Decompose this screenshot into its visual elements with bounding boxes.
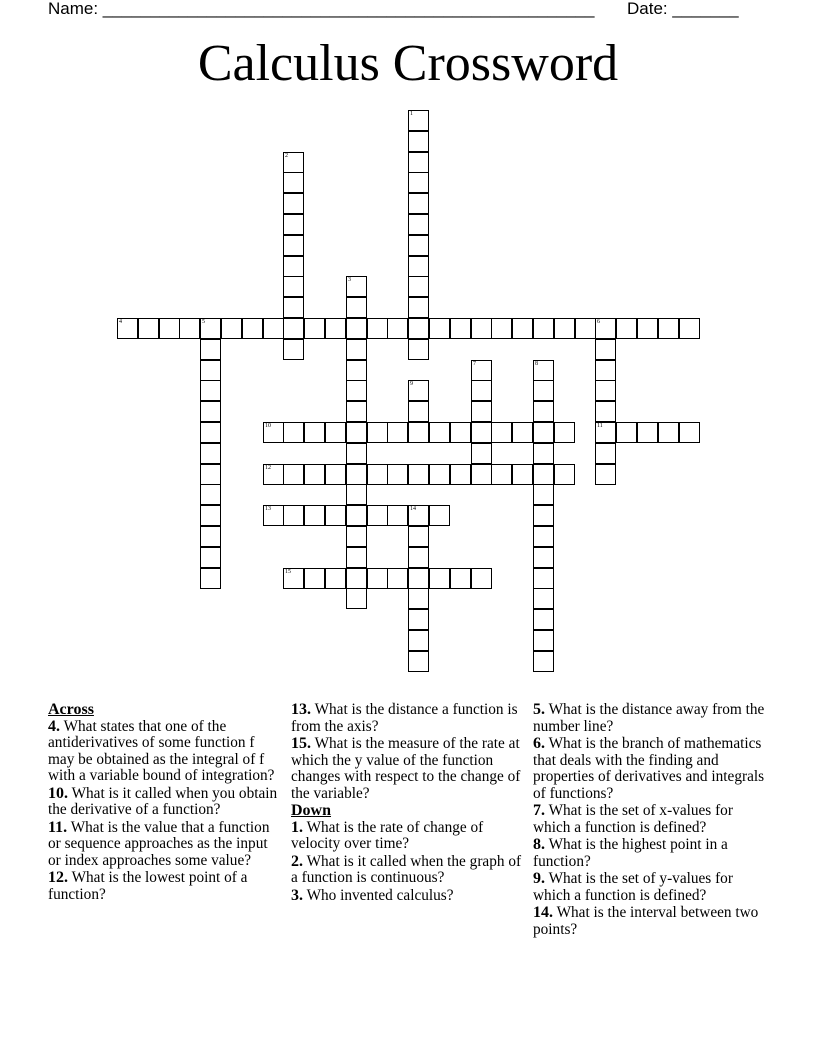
- grid-cell[interactable]: [408, 131, 429, 152]
- grid-cell[interactable]: [512, 464, 533, 485]
- grid-cell[interactable]: [408, 630, 429, 651]
- grid-cell[interactable]: [471, 360, 492, 381]
- grid-cell[interactable]: [429, 422, 450, 443]
- grid-cell[interactable]: [283, 464, 304, 485]
- grid-cell[interactable]: [471, 422, 492, 443]
- grid-cell[interactable]: [346, 443, 367, 464]
- clue-down-2: [291, 854, 523, 887]
- grid-cell[interactable]: [200, 318, 221, 339]
- grid-cell[interactable]: [325, 318, 346, 339]
- grid-cell[interactable]: [554, 464, 575, 485]
- grid-cell[interactable]: [304, 568, 325, 589]
- grid-cell[interactable]: [263, 318, 284, 339]
- grid-cell[interactable]: [346, 380, 367, 401]
- grid-cell[interactable]: [346, 464, 367, 485]
- grid-cell[interactable]: [367, 568, 388, 589]
- cell-number: 6: [597, 319, 600, 325]
- grid-cell[interactable]: [616, 318, 637, 339]
- grid-cell[interactable]: [471, 568, 492, 589]
- grid-cell[interactable]: [450, 422, 471, 443]
- grid-cell[interactable]: [429, 568, 450, 589]
- grid-cell[interactable]: [512, 318, 533, 339]
- grid-cell[interactable]: [616, 422, 637, 443]
- grid-cell[interactable]: [367, 505, 388, 526]
- grid-cell[interactable]: [554, 422, 575, 443]
- grid-cell[interactable]: [408, 380, 429, 401]
- grid-cell[interactable]: [117, 318, 138, 339]
- grid-cell[interactable]: [283, 339, 304, 360]
- page-title: Calculus Crossword: [197, 35, 619, 92]
- clue-text: What is it called when the graph of a function is continuous?: [291, 852, 522, 886]
- grid-cell[interactable]: [367, 318, 388, 339]
- grid-cell[interactable]: [533, 360, 554, 381]
- clue-down-14: [533, 905, 773, 938]
- grid-cell[interactable]: [533, 568, 554, 589]
- grid-cell[interactable]: [408, 214, 429, 235]
- grid-cell[interactable]: [679, 318, 700, 339]
- grid-cell[interactable]: [200, 484, 221, 505]
- grid-cell[interactable]: [367, 464, 388, 485]
- clue-number: 8.: [533, 836, 545, 853]
- grid-cell[interactable]: [200, 464, 221, 485]
- across-heading: Across: [48, 701, 94, 718]
- clue-number: 7.: [533, 802, 545, 819]
- grid-cell[interactable]: [346, 276, 367, 297]
- grid-cell[interactable]: [533, 547, 554, 568]
- grid-cell[interactable]: [471, 443, 492, 464]
- grid-cell[interactable]: [533, 464, 554, 485]
- cell-number: 9: [410, 381, 413, 387]
- grid-cell[interactable]: [200, 360, 221, 381]
- grid-cell[interactable]: [263, 505, 284, 526]
- grid-cell[interactable]: [263, 422, 284, 443]
- grid-cell[interactable]: [408, 193, 429, 214]
- clue-number: 10.: [48, 784, 68, 802]
- clues-column-2: [291, 702, 523, 905]
- grid-cell[interactable]: [595, 380, 616, 401]
- cell-number: 12: [265, 465, 271, 471]
- cell-number: 11: [597, 423, 603, 429]
- grid-cell[interactable]: [200, 443, 221, 464]
- grid-cell[interactable]: [408, 422, 429, 443]
- grid-cell[interactable]: [325, 422, 346, 443]
- clue-text: What is the set of x-values for which a function is defined?: [533, 802, 733, 836]
- grid-cell[interactable]: [408, 256, 429, 277]
- grid-cell[interactable]: [346, 588, 367, 609]
- grid-cell[interactable]: [408, 276, 429, 297]
- grid-cell[interactable]: [283, 193, 304, 214]
- grid-cell[interactable]: [200, 380, 221, 401]
- grid-cell[interactable]: [283, 214, 304, 235]
- grid-cell[interactable]: [304, 464, 325, 485]
- grid-cell[interactable]: [533, 526, 554, 547]
- grid-cell[interactable]: [346, 339, 367, 360]
- clue-text: What is the distance a function is from the axis?: [291, 701, 518, 735]
- down-heading: Down: [291, 802, 332, 819]
- clue-across-15: [291, 736, 523, 802]
- grid-cell[interactable]: [595, 401, 616, 422]
- grid-cell[interactable]: [367, 422, 388, 443]
- clue-text: What is the measure of the rate at which the y value of the function changes with respect to the change of the variable?: [291, 735, 521, 802]
- clue-number: 2.: [291, 852, 303, 870]
- clue-number: 14.: [533, 904, 553, 921]
- grid-cell[interactable]: [429, 464, 450, 485]
- cell-number: 10: [265, 423, 271, 429]
- grid-cell[interactable]: [200, 401, 221, 422]
- clue-number: 6.: [533, 735, 545, 752]
- cell-number: 13: [265, 506, 271, 512]
- grid-cell[interactable]: [283, 505, 304, 526]
- cell-number: 2: [285, 153, 288, 159]
- clue-across-4: [48, 719, 280, 785]
- cell-number: 5: [202, 319, 205, 325]
- grid-cell[interactable]: [408, 339, 429, 360]
- clue-number: 12.: [48, 869, 68, 886]
- date-field: Date: _______: [627, 0, 739, 18]
- grid-cell[interactable]: [387, 568, 408, 589]
- clue-text: What is the lowest point of a function?: [48, 869, 248, 903]
- grid-cell[interactable]: [304, 318, 325, 339]
- clue-text: What states that one of the antiderivatives of some function f may be obtained as the integral of f with a variable bound of integration?: [48, 717, 275, 784]
- clue-down-1: [291, 820, 523, 853]
- name-field: Name: ____________________________________________________: [48, 0, 595, 18]
- grid-cell[interactable]: [138, 318, 159, 339]
- grid-cell[interactable]: [595, 443, 616, 464]
- clue-text: What is the highest point in a function?: [533, 836, 728, 870]
- grid-cell[interactable]: [346, 568, 367, 589]
- grid-cell[interactable]: [679, 422, 700, 443]
- grid-cell[interactable]: [575, 318, 596, 339]
- grid-cell[interactable]: [346, 318, 367, 339]
- clue-across-12: [48, 870, 280, 903]
- cell-number: 4: [119, 319, 122, 325]
- grid-cell[interactable]: [533, 401, 554, 422]
- grid-cell[interactable]: [533, 422, 554, 443]
- grid-cell[interactable]: [658, 422, 679, 443]
- clue-text: What is the rate of change of velocity over time?: [291, 818, 484, 852]
- grid-cell[interactable]: [304, 505, 325, 526]
- grid-cell[interactable]: [450, 568, 471, 589]
- grid-cell[interactable]: [408, 297, 429, 318]
- grid-cell[interactable]: [346, 484, 367, 505]
- grid-cell[interactable]: [325, 568, 346, 589]
- grid-cell[interactable]: [283, 297, 304, 318]
- clue-down-9: [533, 871, 773, 904]
- grid-cell[interactable]: [533, 505, 554, 526]
- clue-number: 11.: [48, 818, 68, 836]
- grid-cell[interactable]: [408, 318, 429, 339]
- grid-cell[interactable]: [408, 651, 429, 672]
- grid-cell[interactable]: [533, 380, 554, 401]
- clue-text: What is it called when you obtain the derivative of a function?: [48, 784, 278, 818]
- grid-cell[interactable]: [283, 276, 304, 297]
- grid-cell[interactable]: [200, 505, 221, 526]
- grid-cell[interactable]: [533, 318, 554, 339]
- grid-cell[interactable]: [200, 526, 221, 547]
- grid-cell[interactable]: [346, 526, 367, 547]
- grid-cell[interactable]: [283, 318, 304, 339]
- grid-cell[interactable]: [221, 318, 242, 339]
- grid-cell[interactable]: [200, 547, 221, 568]
- grid-cell[interactable]: [408, 172, 429, 193]
- grid-cell[interactable]: [471, 380, 492, 401]
- grid-cell[interactable]: [387, 464, 408, 485]
- grid-cell[interactable]: [387, 422, 408, 443]
- grid-cell[interactable]: [408, 235, 429, 256]
- grid-cell[interactable]: [283, 568, 304, 589]
- grid-cell[interactable]: [595, 339, 616, 360]
- clue-down-8: [533, 837, 773, 870]
- grid-cell[interactable]: [408, 464, 429, 485]
- grid-cell[interactable]: [263, 464, 284, 485]
- grid-cell[interactable]: [429, 505, 450, 526]
- grid-cell[interactable]: [429, 318, 450, 339]
- grid-cell[interactable]: [595, 318, 616, 339]
- grid-cell[interactable]: [471, 401, 492, 422]
- clue-number: 13.: [291, 701, 311, 718]
- grid-cell[interactable]: [387, 318, 408, 339]
- grid-cell[interactable]: [491, 318, 512, 339]
- grid-cell[interactable]: [200, 568, 221, 589]
- grid-cell[interactable]: [346, 401, 367, 422]
- clue-across-10: [48, 786, 280, 819]
- clue-number: 5.: [533, 701, 545, 718]
- grid-cell[interactable]: [283, 422, 304, 443]
- grid-cell[interactable]: [408, 401, 429, 422]
- grid-cell[interactable]: [283, 235, 304, 256]
- grid-cell[interactable]: [283, 256, 304, 277]
- grid-cell[interactable]: [408, 588, 429, 609]
- cell-number: 14: [410, 506, 416, 512]
- clue-down-5: [533, 702, 773, 735]
- grid-cell[interactable]: [408, 152, 429, 173]
- clue-down-3: [291, 888, 523, 905]
- grid-cell[interactable]: [159, 318, 180, 339]
- clue-down-7: [533, 803, 773, 836]
- grid-cell[interactable]: [242, 318, 263, 339]
- clue-number: 9.: [533, 870, 545, 887]
- grid-cell[interactable]: [346, 297, 367, 318]
- cell-number: 3: [348, 277, 351, 283]
- grid-cell[interactable]: [595, 360, 616, 381]
- grid-cell[interactable]: [595, 422, 616, 443]
- grid-cell[interactable]: [533, 588, 554, 609]
- grid-cell[interactable]: [533, 630, 554, 651]
- clue-text: What is the distance away from the number line?: [533, 701, 765, 735]
- grid-cell[interactable]: [512, 422, 533, 443]
- cell-number: 7: [473, 361, 476, 367]
- clue-number: 1.: [291, 818, 303, 836]
- cell-number: 15: [285, 569, 291, 575]
- grid-cell[interactable]: [533, 609, 554, 630]
- clue-across-11: [48, 820, 280, 870]
- grid-cell[interactable]: [200, 339, 221, 360]
- grid-cell[interactable]: [408, 609, 429, 630]
- grid-cell[interactable]: [387, 505, 408, 526]
- grid-cell[interactable]: [450, 318, 471, 339]
- grid-cell[interactable]: [346, 547, 367, 568]
- grid-cell[interactable]: [283, 172, 304, 193]
- clue-text: What is the branch of mathematics that deals with the finding and properties of derivatives and integrals of functions?: [533, 735, 765, 802]
- clues-column-3: [533, 702, 773, 939]
- grid-cell[interactable]: [408, 526, 429, 547]
- grid-cell[interactable]: [408, 568, 429, 589]
- grid-cell[interactable]: [595, 464, 616, 485]
- grid-cell[interactable]: [325, 464, 346, 485]
- grid-cell[interactable]: [325, 505, 346, 526]
- grid-cell[interactable]: [200, 422, 221, 443]
- grid-cell[interactable]: [637, 318, 658, 339]
- grid-cell[interactable]: [408, 505, 429, 526]
- grid-cell[interactable]: [346, 360, 367, 381]
- grid-cell[interactable]: [450, 464, 471, 485]
- grid-cell[interactable]: [283, 152, 304, 173]
- clue-text: Who invented calculus?: [306, 886, 454, 904]
- grid-cell[interactable]: [471, 318, 492, 339]
- grid-cell[interactable]: [533, 484, 554, 505]
- cell-number: 8: [535, 361, 538, 367]
- clue-number: 4.: [48, 717, 60, 735]
- grid-cell[interactable]: [346, 505, 367, 526]
- grid-cell[interactable]: [533, 651, 554, 672]
- clue-text: What is the interval between two points?: [533, 904, 759, 938]
- clue-text: What is the value that a function or sequence approaches as the input or index approaches some value?: [48, 818, 270, 869]
- grid-cell[interactable]: [491, 422, 512, 443]
- grid-cell[interactable]: [346, 422, 367, 443]
- grid-cell[interactable]: [658, 318, 679, 339]
- grid-cell[interactable]: [491, 464, 512, 485]
- cell-number: 1: [410, 111, 413, 117]
- grid-cell[interactable]: [179, 318, 200, 339]
- grid-cell[interactable]: [408, 110, 429, 131]
- grid-cell[interactable]: [533, 443, 554, 464]
- grid-cell[interactable]: [304, 422, 325, 443]
- grid-cell[interactable]: [637, 422, 658, 443]
- clue-number: 15.: [291, 735, 311, 752]
- grid-cell[interactable]: [554, 318, 575, 339]
- clue-number: 3.: [291, 886, 303, 904]
- grid-cell[interactable]: [408, 547, 429, 568]
- clue-across-13: [291, 702, 523, 735]
- grid-cell[interactable]: [471, 464, 492, 485]
- clues-column-1: [48, 702, 280, 904]
- clue-text: What is the set of y-values for which a function is defined?: [533, 870, 733, 904]
- clue-down-6: [533, 736, 773, 802]
